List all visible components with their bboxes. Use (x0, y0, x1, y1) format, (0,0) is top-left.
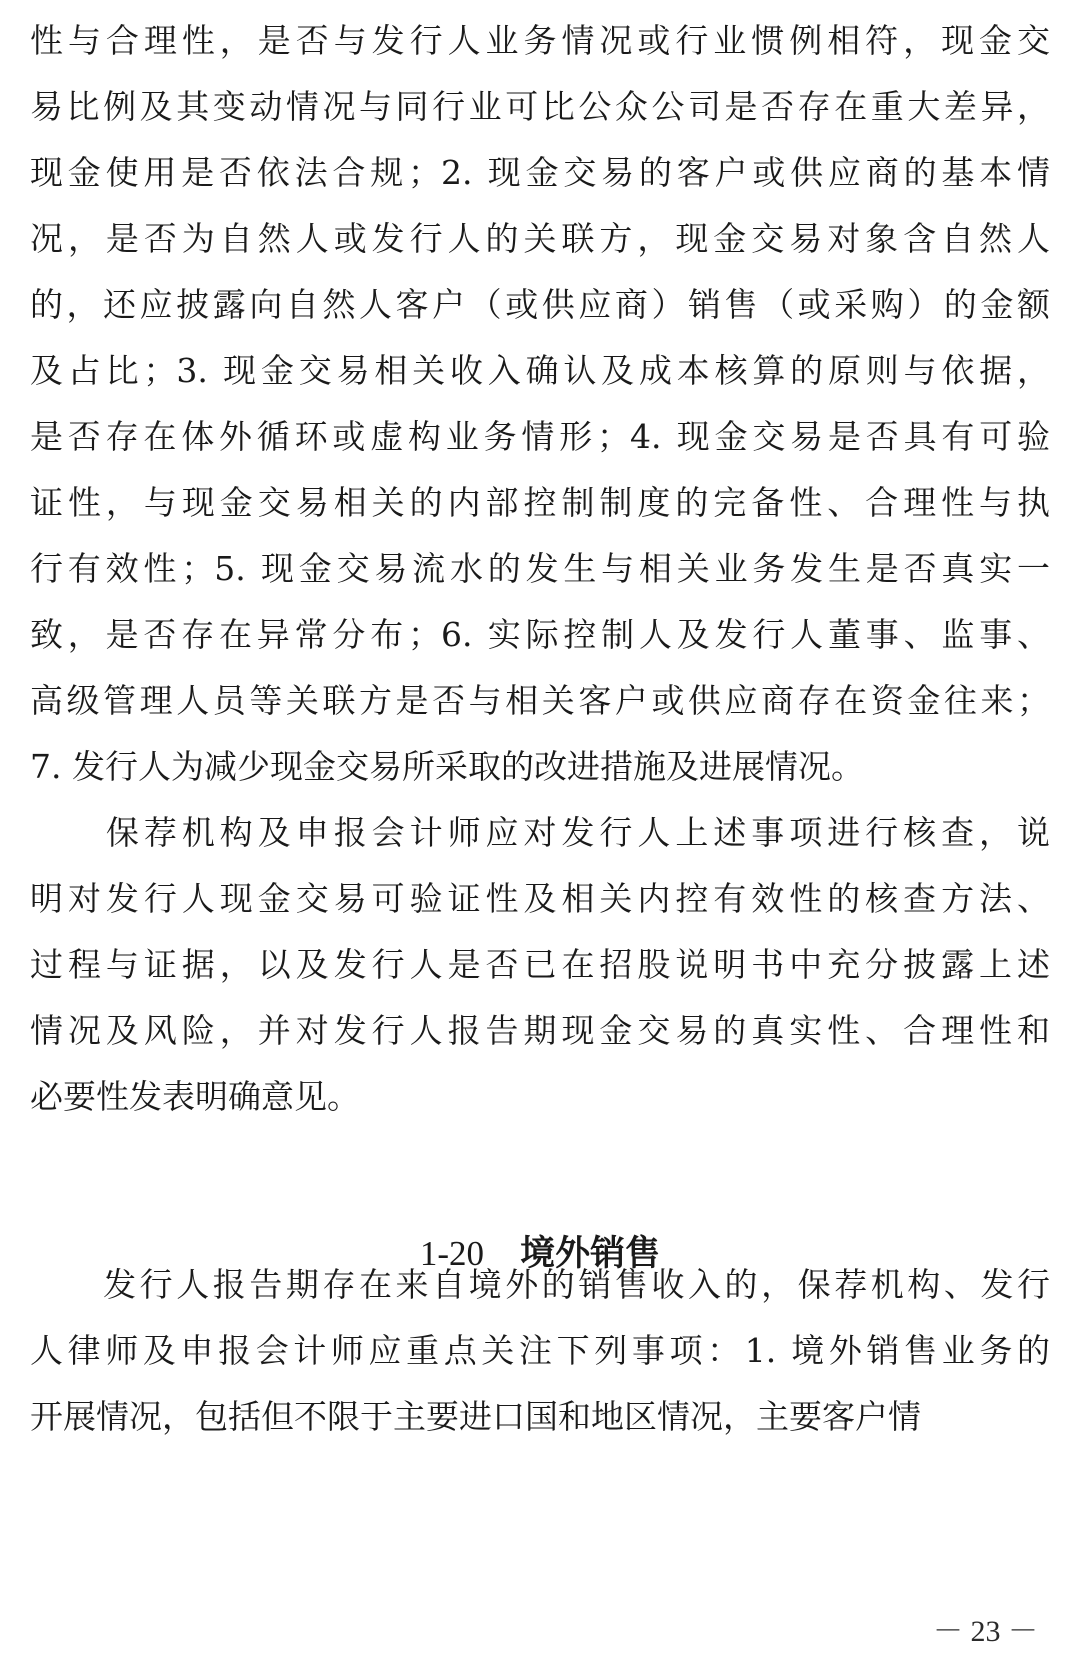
text-line: 证性，与现金交易相关的内部控制制度的完备性、合理性与执 (30, 483, 1050, 522)
text-line: 况，是否为自然人或发行人的关联方，现金交易对象含自然人 (30, 219, 1050, 258)
text-line: 过程与证据，以及发行人是否已在招股说明书中充分披露上述 (30, 945, 1050, 984)
section-number: 1-20 (419, 1234, 485, 1273)
text-line: 行有效性；5. 现金交易流水的发生与相关业务发生是否真实一 (30, 549, 1050, 588)
section-title-text: 境外销售 (520, 1234, 661, 1274)
text-line: 明对发行人现金交易可验证性及相关内控有效性的核查方法、 (30, 879, 1050, 918)
text-line: 开展情况，包括但不限于主要进口国和地区情况，主要客户情 (30, 1397, 921, 1436)
text-line: 的，还应披露向自然人客户（或供应商）销售（或采购）的金额 (30, 285, 1050, 324)
text-line: 性与合理性，是否与发行人业务情况或行业惯例相符，现金交 (30, 21, 1050, 60)
text-line: 及占比；3. 现金交易相关收入确认及成本核算的原则与依据， (30, 351, 1050, 390)
text-line: 必要性发表明确意见。 (30, 1077, 360, 1116)
text-line: 7. 发行人为减少现金交易所采取的改进措施及进展情况。 (30, 747, 864, 786)
text-line: 人律师及申报会计师应重点关注下列事项：1. 境外销售业务的 (30, 1331, 1050, 1370)
text-line: 情况及风险，并对发行人报告期现金交易的真实性、合理性和 (30, 1011, 1050, 1050)
paragraph-overseas-sales (30, 1252, 1050, 1450)
paragraph-cash-transactions (30, 8, 1050, 800)
text-line: 高级管理人员等关联方是否与相关客户或供应商存在资金往来； (30, 681, 1050, 720)
text-line: 致，是否存在异常分布；6. 实际控制人及发行人董事、监事、 (30, 615, 1050, 654)
text-line: 是否存在体外循环或虚构业务情形；4. 现金交易是否具有可验 (30, 417, 1050, 456)
text-line: 发行人报告期存在来自境外的销售收入的，保荐机构、发行 (30, 1265, 1050, 1304)
text-line: 保荐机构及申报会计师应对发行人上述事项进行核查，说 (30, 813, 1050, 852)
text-line: 易比例及其变动情况与同行业可比公众公司是否存在重大差异， (30, 87, 1050, 126)
text-line: 现金使用是否依法合规；2. 现金交易的客户或供应商的基本情 (30, 153, 1050, 192)
page-number: － 23 － (933, 1615, 1038, 1648)
paragraph-verification-opinion (30, 800, 1050, 1130)
